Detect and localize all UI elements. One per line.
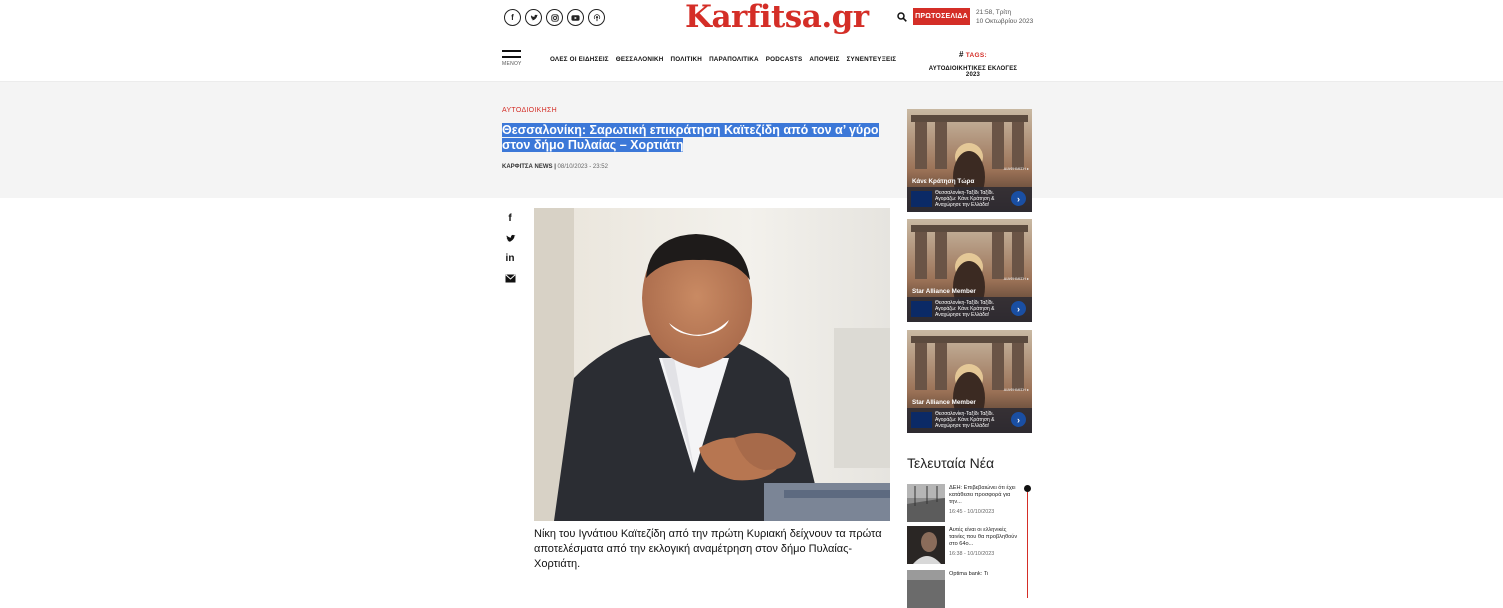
article-byline: [502, 164, 608, 170]
news-title[interactable]: Αυτές είναι οι ελληνικές ταινίες που θα προβληθούν στο 64ο...: [949, 527, 1018, 547]
article-title: [502, 123, 892, 153]
news-title[interactable]: ΔΕΗ: Επιβεβαιώνει ότι έχει κατάθεσει προσφορά για την...: [949, 485, 1016, 505]
share-facebook-icon[interactable]: f: [508, 213, 512, 224]
ad-banner-1[interactable]: ΔΙΑΦΗΜΙΣΗ ▸ Κάνε Κράτηση Τώρα Θεσσαλονίκη-Ταξίδι Ταξίδι. Αγοράζω: Κάνε Κράτηση & Αναχώρησε την Ελλάδα! ›: [907, 109, 1032, 212]
site-logo[interactable]: Karfitsa.gr: [685, 0, 869, 35]
ad-title: Κάνε Κράτηση Τώρα: [912, 178, 975, 185]
nav-item-interviews[interactable]: ΣΥΝΕΝΤΕΥΞΕΙΣ: [846, 56, 897, 63]
ad-banner-3[interactable]: ΔΙΑΦΗΜΙΣΗ ▸ Star Alliance Member Θεσσαλονίκη-Ταξίδι Ταξίδι. Αγοράζω: Κάνε Κράτηση & Αναχώρησε την Ελλάδα! ›: [907, 330, 1032, 433]
ad-arrow-icon[interactable]: ›: [1011, 191, 1026, 206]
article-title-line2: στον δήμο Πυλαίας – Χορτιάτη: [502, 138, 684, 152]
article-title-line1: Θεσσαλονίκη: Σαρωτική επικράτηση Καϊτεζίδη από τον α’ γύρο: [502, 123, 879, 137]
twitter-icon[interactable]: [525, 9, 542, 26]
article-datetime: 08/10/2023 - 23:52: [557, 164, 608, 170]
latest-news-heading: Τελευταία Νέα: [907, 455, 995, 471]
instagram-icon[interactable]: [546, 9, 563, 26]
main-nav: [550, 56, 896, 63]
news-title[interactable]: Optima bank: Τι: [949, 571, 989, 577]
tag-link[interactable]: ΑΥΤΟΔΙΟΙΚΗΤΙΚΕΣ ΕΚΛΟΓΕΣ 2023: [928, 66, 1018, 78]
front-pages-button[interactable]: ΠΡΩΤΟΣΕΛΙΔΑ: [913, 8, 970, 25]
airline-logo: [911, 191, 932, 207]
menu-button[interactable]: [502, 50, 521, 67]
share-email-icon[interactable]: [503, 272, 517, 285]
youtube-icon[interactable]: [567, 9, 584, 26]
article-photo: [534, 208, 890, 521]
nav-item-parapolitika[interactable]: ΠΑΡΑΠΟΛΙΤΙΚΑ: [709, 56, 759, 63]
ad-title: Star Alliance Member: [912, 399, 976, 406]
ad-description: Θεσσαλονίκη-Ταξίδι Ταξίδι. Αγοράζω: Κάνε Κράτηση & Αναχώρησε την Ελλάδα!: [935, 411, 995, 429]
ad-title: Star Alliance Member: [912, 288, 976, 295]
airline-logo: [911, 412, 932, 428]
current-time: 21:58, Τρίτη: [976, 9, 1012, 16]
current-datetime: [976, 8, 1033, 26]
share-linkedin-icon[interactable]: in: [505, 253, 515, 264]
article-category[interactable]: ΑΥΤΟΔΙΟΙΚΗΣΗ: [502, 107, 557, 114]
tags-label: TAGS:: [965, 52, 987, 59]
news-thumbnail: [907, 526, 945, 564]
search-icon[interactable]: [897, 12, 907, 22]
menu-label: ΜΕΝΟΥ: [502, 61, 522, 67]
ad-banner-2[interactable]: ΔΙΑΦΗΜΙΣΗ ▸ Star Alliance Member Θεσσαλονίκη-Ταξίδι Ταξίδι. Αγοράζω: Κάνε Κράτηση & Αναχώρησε την Ελλάδα! ›: [907, 219, 1032, 322]
news-time: 16:45 - 10/10/2023: [949, 509, 995, 515]
hash-icon: #: [959, 50, 964, 59]
list-item[interactable]: [907, 484, 1019, 522]
tags-block: [921, 50, 1025, 78]
timeline-dot: [1024, 485, 1031, 492]
nav-item-all-news[interactable]: ΟΛΕΣ ΟΙ ΕΙΔΗΣΕΙΣ: [550, 56, 609, 63]
ad-arrow-icon[interactable]: ›: [1011, 412, 1026, 427]
site-header: [0, 0, 1503, 82]
podcast-icon[interactable]: [588, 9, 605, 26]
share-twitter-icon[interactable]: [503, 232, 517, 245]
ad-description: Θεσσαλονίκη-Ταξίδι Ταξίδι. Αγοράζω: Κάνε Κράτηση & Αναχώρησε την Ελλάδα!: [935, 300, 995, 318]
nav-item-thessaloniki[interactable]: ΘΕΣΣΑΛΟΝΙΚΗ: [615, 56, 664, 63]
article-author[interactable]: ΚΑΡΦΙΤΣΑ NEWS |: [502, 164, 556, 170]
list-item[interactable]: [907, 570, 1019, 608]
social-links: [504, 9, 605, 26]
hamburger-icon: [502, 50, 521, 52]
nav-item-politics[interactable]: ΠΟΛΙΤΙΚΗ: [670, 56, 703, 63]
current-date: 10 Οκτωβρίου 2023: [976, 18, 1034, 25]
nav-item-podcasts[interactable]: PODCASTS: [765, 56, 803, 63]
timeline-line: [1027, 488, 1028, 598]
nav-item-opinions[interactable]: ΑΠΟΨΕΙΣ: [809, 56, 840, 63]
share-bar: [503, 212, 517, 285]
photo-caption: Νίκη του Ιγνάτιου Καϊτεζίδη από την πρώτη Κυριακή δείχνουν τα πρώτα αποτελέσματα από την εκλογική αναμέτρηση στον δήμο Πυλαίας-Χορτιάτη.: [534, 528, 882, 570]
airline-logo: [911, 301, 932, 317]
news-thumbnail: [907, 570, 945, 608]
facebook-icon[interactable]: f: [504, 9, 521, 26]
ad-description: Θεσσαλονίκη-Ταξίδι Ταξίδι. Αγοράζω: Κάνε Κράτηση & Αναχώρησε την Ελλάδα!: [935, 190, 995, 208]
ad-arrow-icon[interactable]: ›: [1011, 301, 1026, 316]
news-time: 16:38 - 10/10/2023: [949, 551, 995, 557]
list-item[interactable]: [907, 526, 1019, 564]
news-thumbnail: [907, 484, 945, 522]
